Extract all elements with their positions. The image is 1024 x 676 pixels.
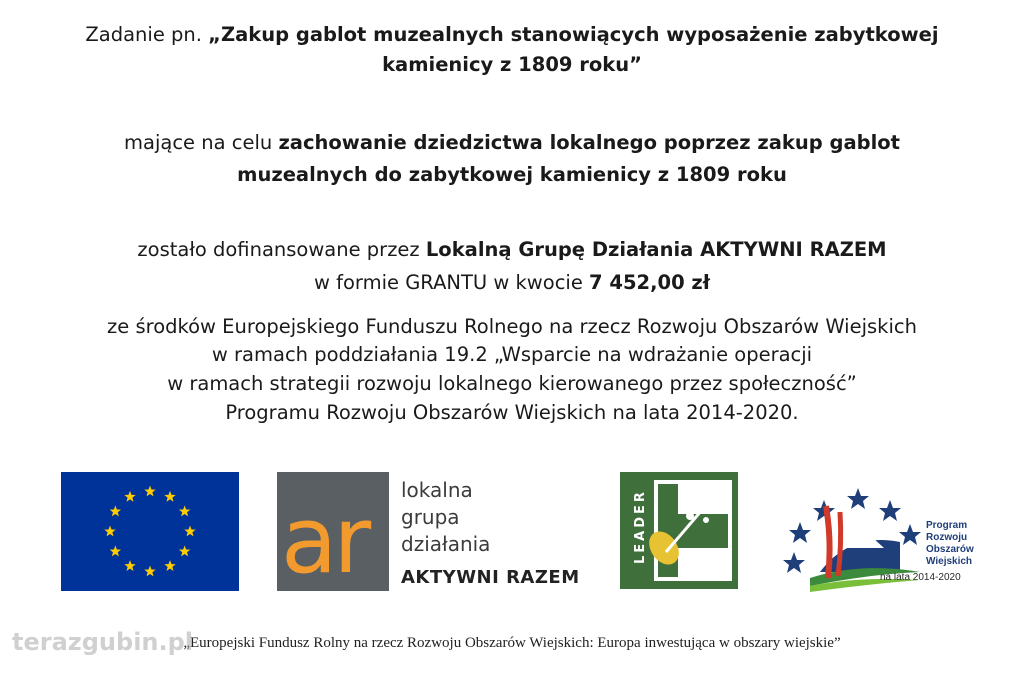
footer-slogan: „Europejski Fundusz Rolny na rzecz Rozwoju Obszarów Wiejskich: Europa inwestująca w obszary wiejskie” — [183, 635, 841, 651]
eu-star-icon — [179, 506, 190, 517]
funding-line-1 — [0, 236, 1024, 264]
prow-text-line5: na lata 2014-2020 — [880, 572, 961, 583]
task-title-line-2 — [0, 51, 1024, 79]
eu-star-icon — [124, 491, 135, 502]
eu-flag-logo — [61, 472, 239, 591]
prow-logo — [780, 482, 980, 592]
source-line-4: Programu Rozwoju Obszarów Wiejskich na lata 2014-2020. — [225, 401, 799, 424]
goal-bold-part2: muzealnych do zabytkowej kamienicy z 1809 roku — [237, 163, 787, 186]
eu-star-icon — [110, 546, 121, 557]
source-line-3: w ramach strategii rozwoju lokalnego kierowanego przez społeczność” — [167, 372, 857, 395]
task-title-part1: „Zakup gablot muzealnych stanowiących wyposażenie zabytkowej — [208, 23, 939, 46]
eu-star-icon — [164, 560, 175, 571]
lgd-text-line1: lokalna — [401, 478, 473, 502]
lgd-text-line3: działania — [401, 532, 491, 556]
goal-bold-part1: zachowanie dziedzictwa lokalnego poprzez zakup gablot — [278, 131, 900, 154]
ar-letters-icon — [277, 472, 389, 591]
eu-star-icon — [104, 526, 115, 537]
eu-star-icon — [164, 491, 175, 502]
ar-letters: ar — [281, 487, 368, 591]
goal-line-2 — [0, 161, 1024, 189]
goal-prefix: mające na celu — [124, 131, 279, 154]
prow-text-line1: Program — [926, 520, 968, 531]
site-watermark: terazgubin.pl — [12, 628, 194, 656]
source-line-1: ze środków Europejskiego Funduszu Rolnego na rzecz Rozwoju Obszarów Wiejskich — [107, 315, 917, 338]
prow-text-line4: Wiejskich — [926, 556, 973, 567]
leader-logo — [620, 472, 738, 589]
source-line-2: w ramach poddziałania 19.2 „Wsparcie na wdrażanie operacji — [211, 343, 813, 366]
funding-form-text: w formie GRANTU w kwocie — [313, 271, 590, 294]
prow-text-line2: Rozwoju — [926, 532, 968, 543]
leader-text: LEADER — [633, 489, 648, 564]
funding-organisation: Lokalną Grupę Działania AKTYWNI RAZEM — [425, 238, 887, 261]
lgd-text-line4: AKTYWNI RAZEM — [401, 567, 580, 588]
prow-text-line3: Obszarów — [926, 544, 974, 555]
lgd-ar-mark — [277, 472, 389, 591]
eu-star-icon — [124, 560, 135, 571]
leader-emblem-icon — [620, 472, 738, 589]
lgd-text-line2: grupa — [401, 505, 460, 529]
funding-prefix: zostało dofinansowane przez — [137, 238, 426, 261]
eu-stars-icon — [61, 472, 239, 591]
funding-amount: 7 452,00 zł — [589, 271, 711, 294]
eu-star-icon — [144, 566, 155, 577]
lgd-aktywni-razem-logo — [277, 472, 589, 591]
task-prefix: Zadanie pn. — [85, 23, 209, 46]
task-title-line-1 — [0, 21, 1024, 49]
eu-star-icon — [184, 526, 195, 537]
eu-star-icon — [144, 486, 155, 497]
eu-star-icon — [110, 506, 121, 517]
funding-line-2 — [0, 269, 1024, 297]
eu-star-icon — [179, 546, 190, 557]
goal-line-1 — [0, 129, 1024, 157]
task-title-part2: kamienicy z 1809 roku” — [382, 53, 642, 76]
